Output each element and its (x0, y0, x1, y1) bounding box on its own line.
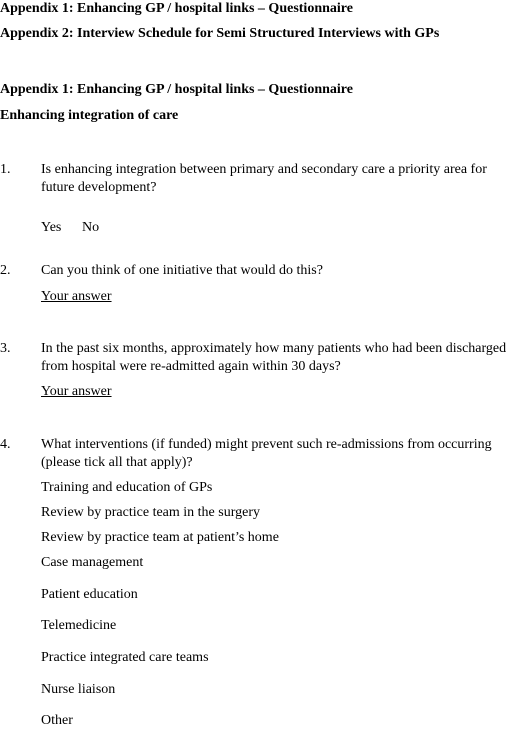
question-1-number: 1. (0, 162, 11, 177)
option-nurse-liaison[interactable]: Nurse liaison (41, 682, 116, 697)
toc-appendix-1: Appendix 1: Enhancing GP / hospital links – Questionnaire (0, 1, 353, 16)
question-4-text: What interventions (if funded) might prevent such re-admissions from occurring (please tick all that apply)? (41, 437, 492, 470)
option-integrated-care-teams[interactable]: Practice integrated care teams (41, 650, 209, 665)
option-yes[interactable]: Yes (41, 220, 62, 235)
question-2-text: Can you think of one initiative that would do this? (41, 263, 323, 278)
question-3-text: In the past six months, approximately how many patients who had been discharged from hospital were re-admitted again within 30 days? (41, 341, 507, 374)
option-no[interactable]: No (82, 220, 100, 235)
question-1-text: Is enhancing integration between primary and secondary care a priority area for future development? (41, 162, 487, 195)
section-subtitle: Enhancing integration of care (0, 108, 179, 123)
option-other[interactable]: Other (41, 713, 73, 728)
option-review-home[interactable]: Review by practice team at patient’s home (41, 530, 279, 545)
question-2-answer-field[interactable]: Your answer (41, 289, 112, 304)
option-patient-education[interactable]: Patient education (41, 587, 138, 602)
question-3-number: 3. (0, 341, 11, 356)
option-review-surgery[interactable]: Review by practice team in the surgery (41, 505, 260, 520)
question-2-number: 2. (0, 263, 11, 278)
option-telemedicine[interactable]: Telemedicine (41, 618, 117, 633)
question-4-number: 4. (0, 437, 11, 452)
toc-appendix-2: Appendix 2: Interview Schedule for Semi Structured Interviews with GPs (0, 26, 440, 41)
option-training-education[interactable]: Training and education of GPs (41, 480, 213, 495)
option-case-management[interactable]: Case management (41, 555, 144, 570)
section-title: Appendix 1: Enhancing GP / hospital links – Questionnaire (0, 82, 353, 97)
question-3-answer-field[interactable]: Your answer (41, 384, 112, 399)
